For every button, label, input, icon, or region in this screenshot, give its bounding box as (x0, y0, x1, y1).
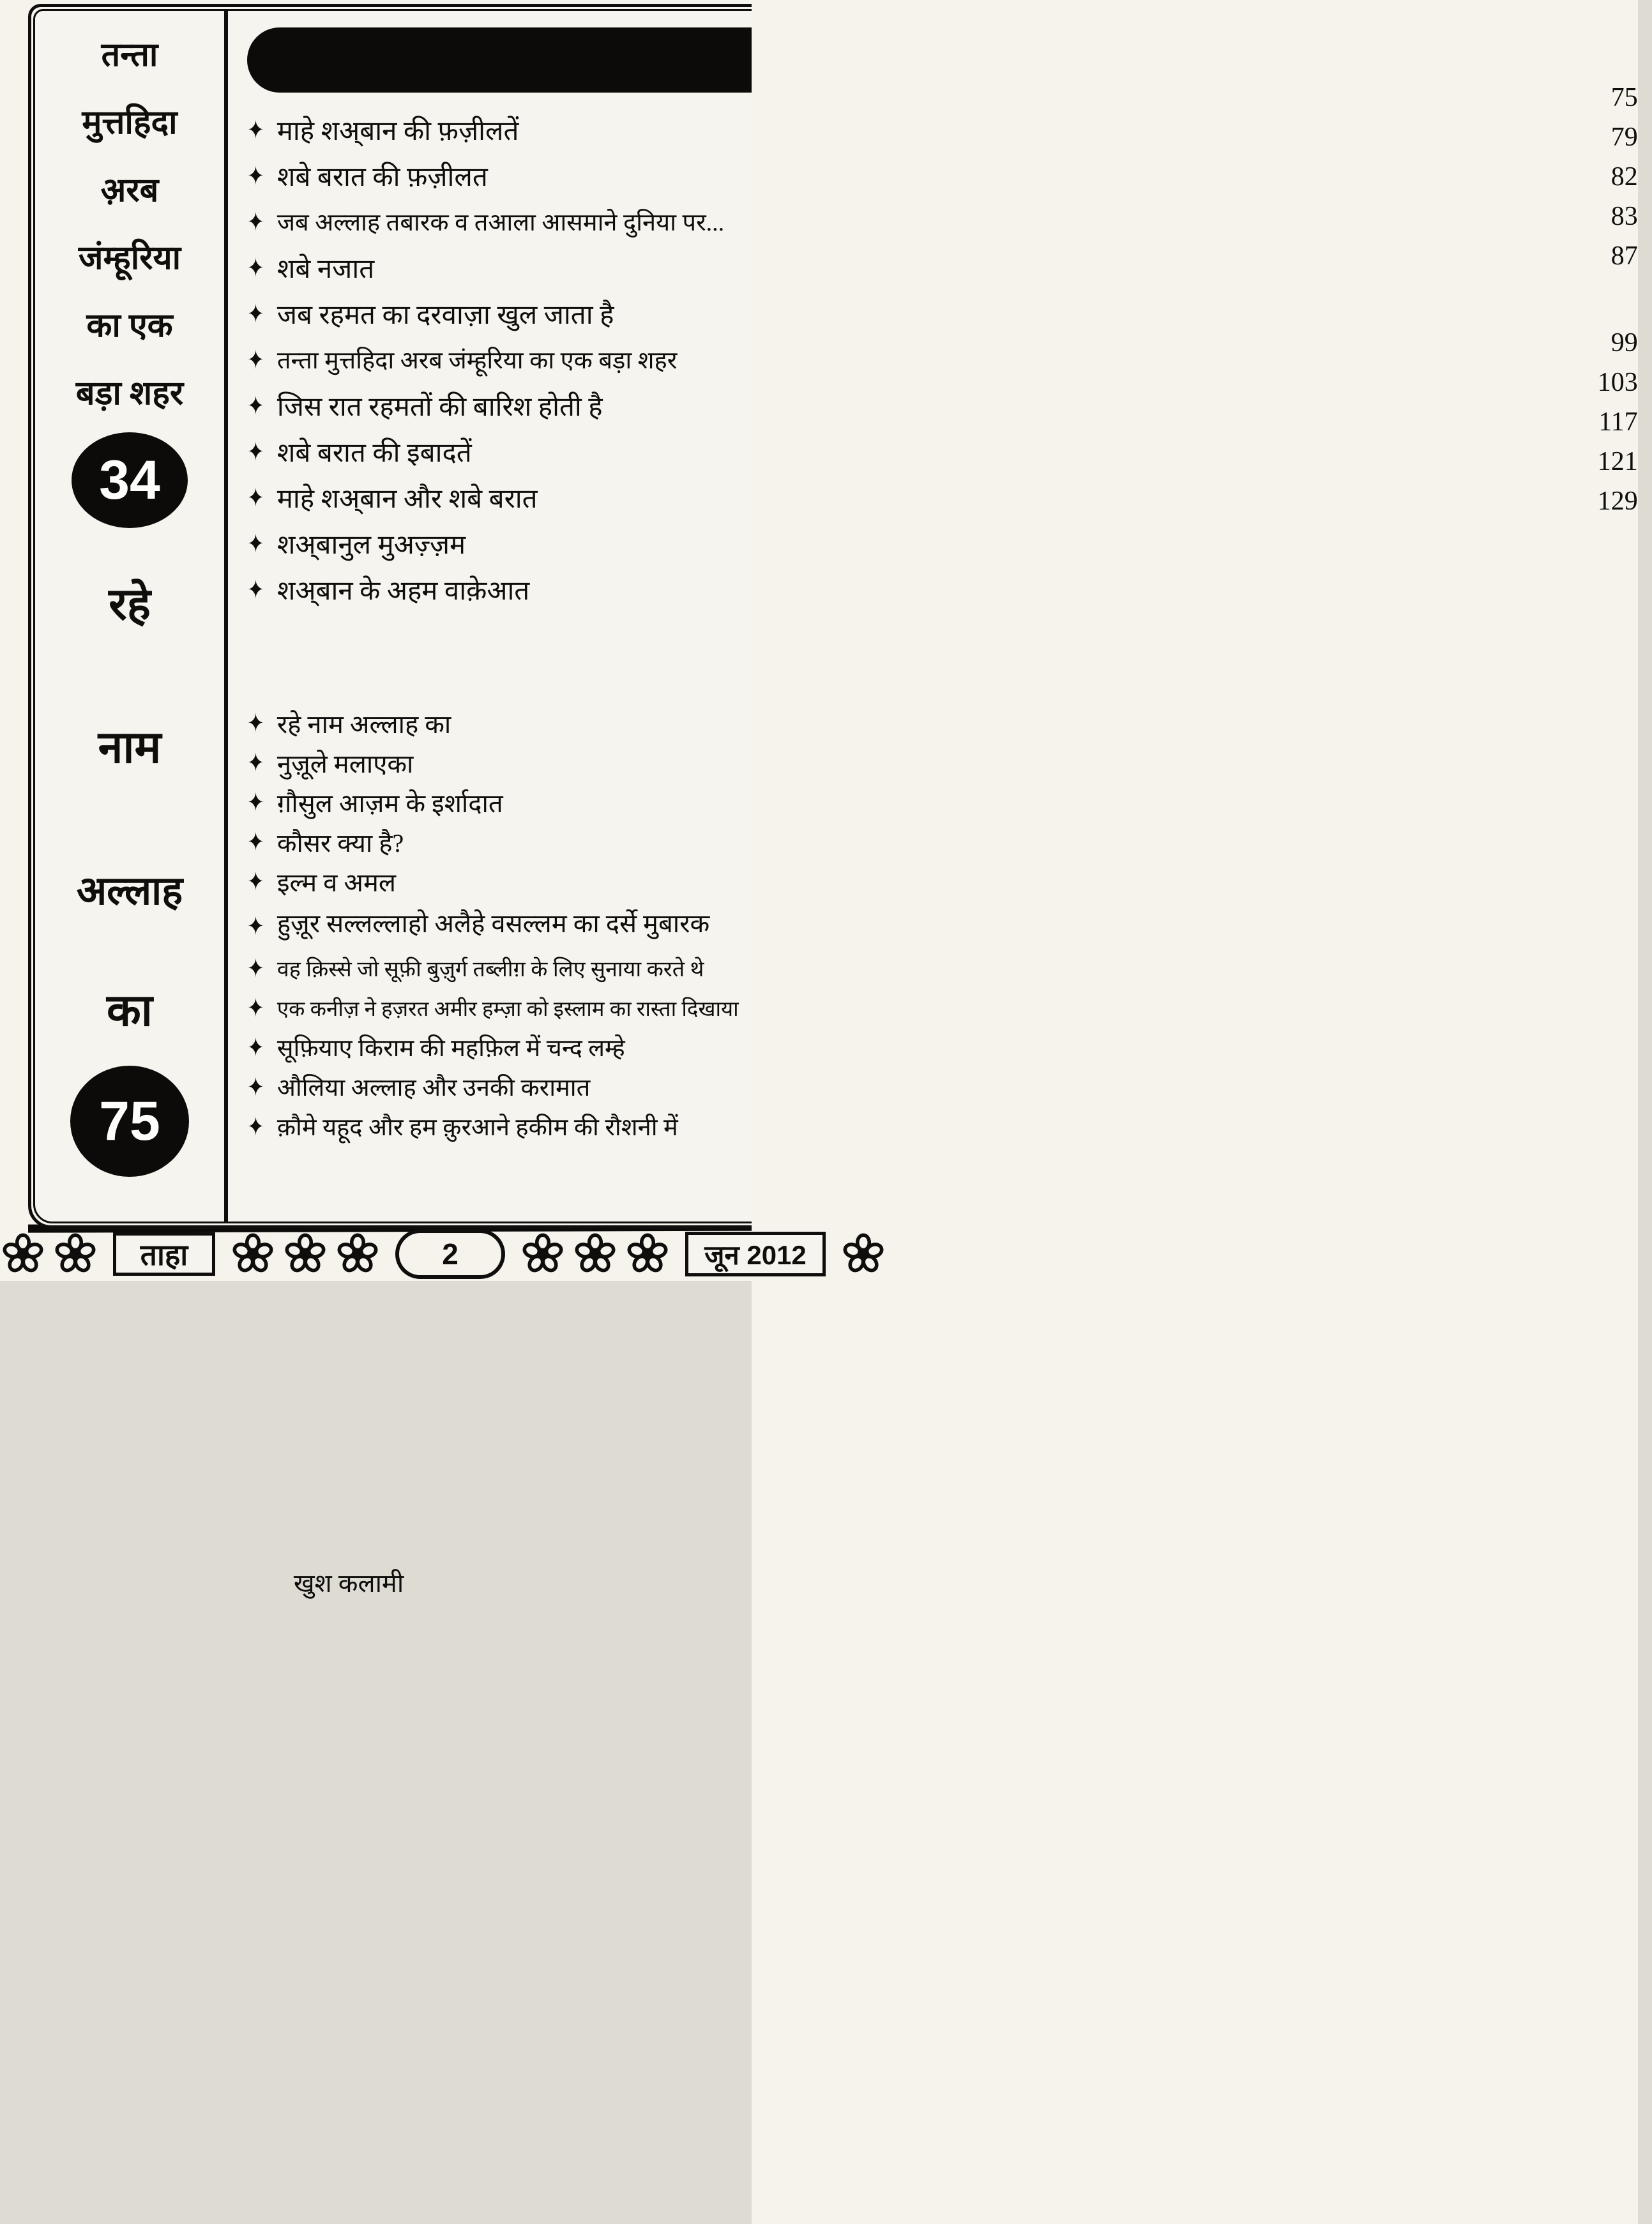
sidebar-headline-line: मुत्तहिदा (82, 105, 178, 141)
toc-item-title: ग़ौसुल आज़म के इर्शादात (277, 789, 503, 818)
flower-ornament-icon (56, 1234, 95, 1274)
flower-ornament-icon (575, 1234, 615, 1274)
flower-ornament-icon (338, 1234, 377, 1274)
diamond-bullet-icon: ✦ (247, 708, 264, 738)
sidebar-secondary-line: अल्लाह (76, 870, 183, 913)
diamond-bullet-icon: ✦ (247, 161, 264, 190)
diamond-bullet-icon: ✦ (247, 253, 264, 282)
toc-item-title: जब रहमत का दरवाज़ा खुल जाता है (277, 300, 614, 330)
toc-item-page: 83 (752, 201, 1638, 1482)
diamond-bullet-icon: ✦ (247, 787, 264, 817)
diamond-bullet-icon: ✦ (247, 866, 264, 896)
diamond-bullet-icon: ✦ (247, 1033, 264, 1062)
toc-item-title: शबे बरात की इबादतें (277, 438, 472, 468)
toc-item-title-continued: खुश कलामी (293, 1569, 404, 1598)
sidebar-headline-line: अ़रब (100, 172, 159, 209)
toc-item-page: 99 (752, 328, 1638, 1608)
sidebar-featured-article (35, 11, 228, 1222)
diamond-bullet-icon: ✦ (247, 529, 264, 558)
sidebar-secondary-line: रहे (109, 580, 151, 630)
toc-item-title: माहे शअ्बान की फ़ज़ीलतें (277, 116, 519, 146)
toc-item-page: 117 (752, 407, 1638, 1688)
sidebar-headline-line: तन्ता (101, 37, 158, 73)
diamond-bullet-icon: ✦ (247, 575, 264, 604)
diamond-bullet-icon: ✦ (247, 483, 264, 512)
diamond-bullet-icon: ✦ (247, 993, 264, 1022)
sidebar-page-badge: 34 (72, 432, 188, 528)
flower-ornament-icon (3, 1234, 43, 1274)
toc-item-page: 129 (752, 486, 1638, 1767)
sidebar-headline-line: जंम्हूरिया (78, 240, 181, 276)
toc-item-title: क़ौमे यहूद और हम क़ुरआने हकीम की रौशनी में (277, 1114, 678, 1141)
diamond-bullet-icon: ✦ (247, 207, 264, 236)
toc-item-title: एक कनीज़ ने हज़रत अमीर हम्ज़ा को इस्लाम का रास्ता दिखाया (277, 997, 739, 1021)
flower-ornament-icon (233, 1234, 273, 1274)
magazine-name-box: ताहा (113, 1232, 215, 1276)
toc-item-title: नुज़ूले मलाएका (277, 749, 414, 778)
diamond-bullet-icon: ✦ (247, 953, 264, 983)
toc-item-title: शबे बरात की फ़ज़ीलत (277, 162, 488, 192)
toc-item-title: सूफ़ियाए किराम की महफ़िल में चन्द लम्हे (277, 1035, 625, 1062)
diamond-bullet-icon: ✦ (247, 1112, 264, 1141)
toc-item-page: 79 (752, 122, 1638, 1403)
sidebar-headline-line: बड़ा शहर (75, 375, 184, 412)
diamond-bullet-icon: ✦ (247, 299, 264, 328)
toc-item-page: 82 (752, 162, 1638, 1442)
toc-item-title: शअ्बानुल मुअज़्ज़म (277, 530, 466, 560)
toc-item-title: शबे नजात (277, 254, 375, 284)
toc-item-title: हुज़ूर सल्लल्लाहो अलैहे वसल्लम का दर्से मुबारक (277, 909, 710, 938)
flower-ornament-icon (628, 1234, 667, 1274)
toc-item-title: माहे शअ्बान और शबे बरात (277, 484, 538, 514)
footer-ornament-strip (0, 1230, 886, 1278)
diamond-bullet-icon: ✦ (247, 345, 264, 374)
diamond-bullet-icon: ✦ (247, 827, 264, 856)
issue-date-box: जून 2012 (685, 1232, 826, 1276)
toc-item-page: 75 (752, 82, 1638, 1363)
toc-item-title: इल्म व अमल (277, 868, 397, 897)
diamond-bullet-icon: ✦ (247, 115, 264, 144)
toc-item-title: शअ्बान के अहम वाक़ेआत (277, 576, 530, 606)
footer-page-number: 2 (395, 1229, 505, 1279)
toc-item-title: वह क़िस्से जो सूफ़ी बुज़ुर्ग तब्लीग़ के लिए सुनाया करते थे (277, 958, 704, 981)
toc-item-page: 103 (752, 367, 1638, 1648)
sidebar-secondary-line: नाम (98, 723, 162, 773)
diamond-bullet-icon: ✦ (247, 1072, 264, 1101)
flower-ornament-icon (523, 1234, 563, 1274)
toc-item-title: रहे नाम अल्लाह का (277, 709, 451, 739)
diamond-bullet-icon: ✦ (247, 391, 264, 420)
sidebar-page-badge: 75 (70, 1066, 189, 1177)
toc-item-title: तन्ता मुत्तहिदा अरब जंम्हूरिया का एक बड़ा शहर (277, 347, 678, 374)
diamond-bullet-icon: ✦ (247, 437, 264, 466)
sidebar-secondary-line: का (107, 987, 153, 1036)
sidebar-headline-line: का एक (86, 308, 173, 344)
toc-item-title: कौसर क्या है? (277, 828, 404, 858)
toc-item-page: 87 (752, 241, 1638, 1522)
flower-ornament-icon (844, 1234, 883, 1274)
toc-item-title: जिस रात रहमतों की बारिश होती है (277, 392, 603, 422)
toc-item-title: औलिया अल्लाह और उनकी करामात (277, 1075, 591, 1101)
flower-ornament-icon (285, 1234, 325, 1274)
diamond-bullet-icon: ✦ (247, 748, 264, 777)
diamond-bullet-icon: ✦ (247, 911, 264, 941)
toc-item-title: जब अल्लाह तबारक व तआला आसमाने दुनिया पर... (277, 209, 725, 236)
toc-item-page: 121 (752, 446, 1638, 1727)
